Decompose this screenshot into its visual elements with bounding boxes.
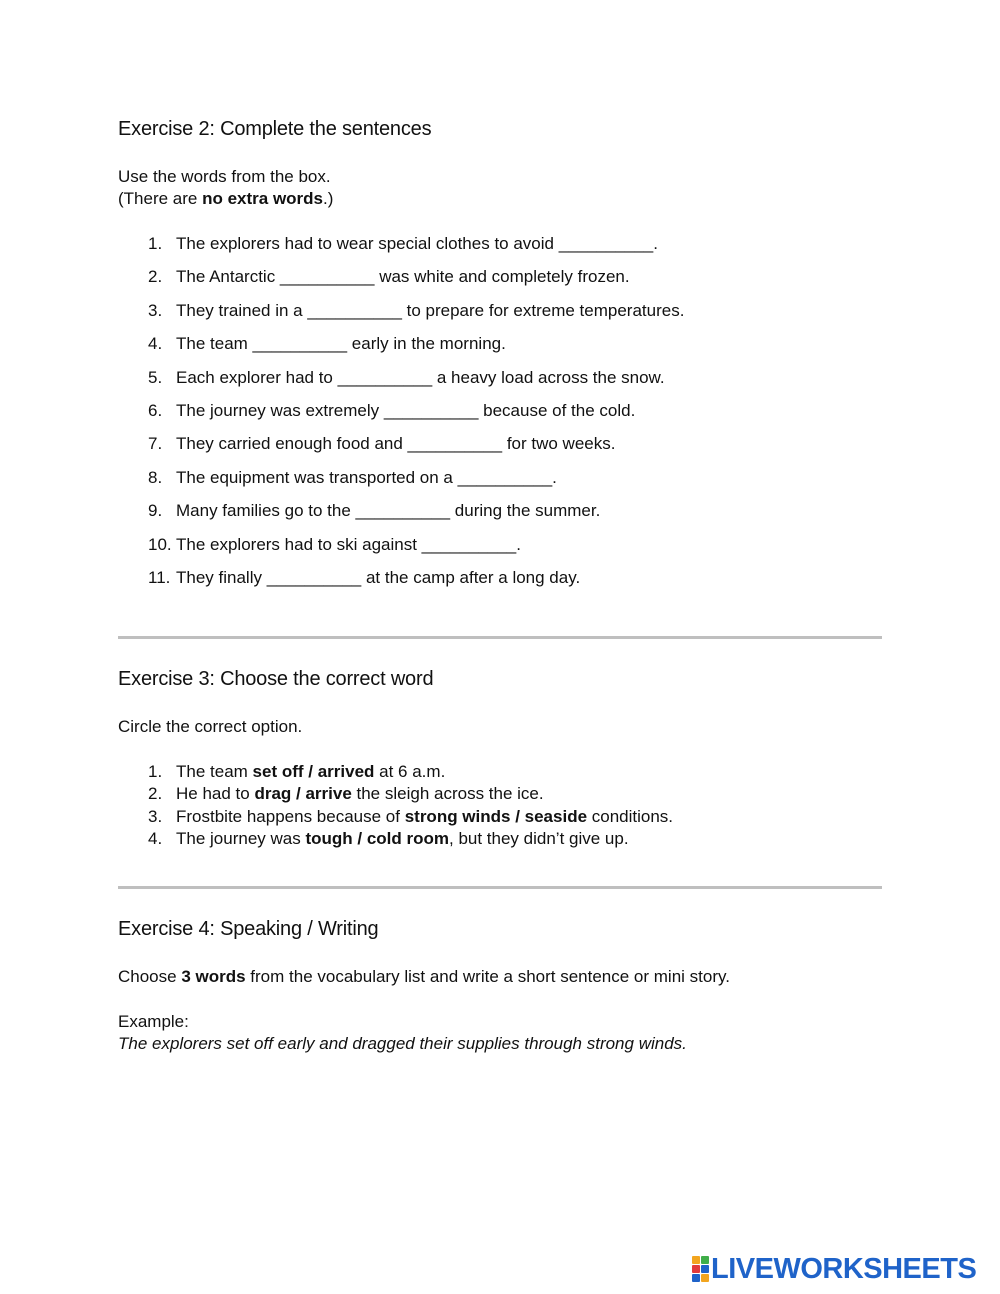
item-number: 6. [148,400,163,420]
item-options: set off / arrived [252,762,375,781]
item-number: 3. [148,300,163,320]
exercise2-item [118,400,684,433]
item-sentence: The journey was extremely __________ because of the cold. [176,400,636,420]
item-text-before: The journey was [176,828,306,848]
exercise4-instruction-suffix: from the vocabulary list and write a short sentence or mini story. [245,967,730,986]
section-divider [118,886,882,889]
item-sentence: They carried enough food and __________ for two weeks. [176,434,616,454]
exercise3-list [118,761,673,850]
exercise2-item [118,433,684,466]
exercise2-item [118,333,684,366]
exercise2-item [118,534,684,567]
item-number: 1. [148,234,163,253]
exercise3-instruction: Circle the correct option. [118,717,303,736]
exercise2-item [118,233,684,266]
liveworksheets-logo [692,1254,976,1284]
exercise2-instruction [118,166,333,210]
item-sentence: The Antarctic __________ was white and completely frozen. [176,267,630,287]
exercise2-instruction-prefix: (There are [118,189,203,208]
item-text-before: Frostbite happens because of [176,806,405,826]
exercise2-list [118,233,684,600]
item-number: 2. [148,784,163,804]
item-sentence: Each explorer had to __________ a heavy load across the snow. [176,367,665,387]
item-sentence: The equipment was transported on a __________. [176,467,557,487]
item-number: 2. [148,267,163,287]
item-number: 10. [148,534,172,554]
item-sentence: Many families go to the __________ during the summer. [176,501,601,521]
item-sentence: The explorers had to ski against __________. [176,534,521,554]
item-number: 11. [148,567,171,587]
exercise4-title: Exercise 4: Speaking / Writing [118,918,379,940]
exercise2-item [118,266,684,299]
exercise3-item [118,828,673,850]
item-number: 9. [148,501,163,521]
exercise2-item [118,367,684,400]
exercise3-item [118,761,673,783]
item-text-after: at 6 a.m. [374,762,446,781]
exercise2-instruction-bold: no extra words [202,189,324,208]
item-number: 4. [148,334,163,354]
exercise2-instruction-suffix: .) [323,189,334,208]
liveworksheets-blocks-icon [692,1256,708,1282]
item-sentence: The explorers had to wear special clothes to avoid __________. [176,234,658,253]
item-options: strong winds / seaside [404,806,588,826]
section-divider [118,636,882,639]
item-text-after: , but they didn’t give up. [449,828,629,848]
exercise2-instruction-line1: Use the words from the box. [118,167,331,186]
logo-text: LIVEWORKSHEETS [711,1253,977,1285]
item-options: drag / arrive [254,784,352,804]
item-text-after: the sleigh across the ice. [351,784,544,804]
item-number: 1. [148,762,163,781]
item-number: 7. [148,434,163,454]
item-text-before: He had to [176,784,255,804]
exercise4-instruction-prefix: Choose [118,967,182,986]
exercise2-item [118,567,684,600]
item-number: 8. [148,467,163,487]
item-number: 5. [148,367,163,387]
item-text-after: conditions. [587,806,674,826]
item-number: 4. [148,828,163,848]
example-label: Example: [118,1012,189,1031]
exercise4-example [118,1011,687,1055]
exercise2-item [118,500,684,533]
item-text-before: The team [176,762,253,781]
example-text: The explorers set off early and dragged their supplies through strong winds. [118,1034,687,1053]
exercise2-title: Exercise 2: Complete the sentences [118,118,432,140]
item-sentence: They finally __________ at the camp after a long day. [176,567,581,587]
item-options: tough / cold room [305,828,449,848]
exercise3-title: Exercise 3: Choose the correct word [118,668,434,690]
item-sentence: The team __________ early in the morning. [176,334,506,354]
exercise2-item [118,300,684,333]
item-number: 3. [148,806,163,826]
exercise3-item [118,806,673,828]
exercise2-item [118,467,684,500]
exercise4-instruction-bold: 3 words [181,967,246,986]
exercise3-item [118,783,673,805]
item-sentence: They trained in a __________ to prepare for extreme temperatures. [176,300,685,320]
exercise4-instruction [118,966,730,988]
